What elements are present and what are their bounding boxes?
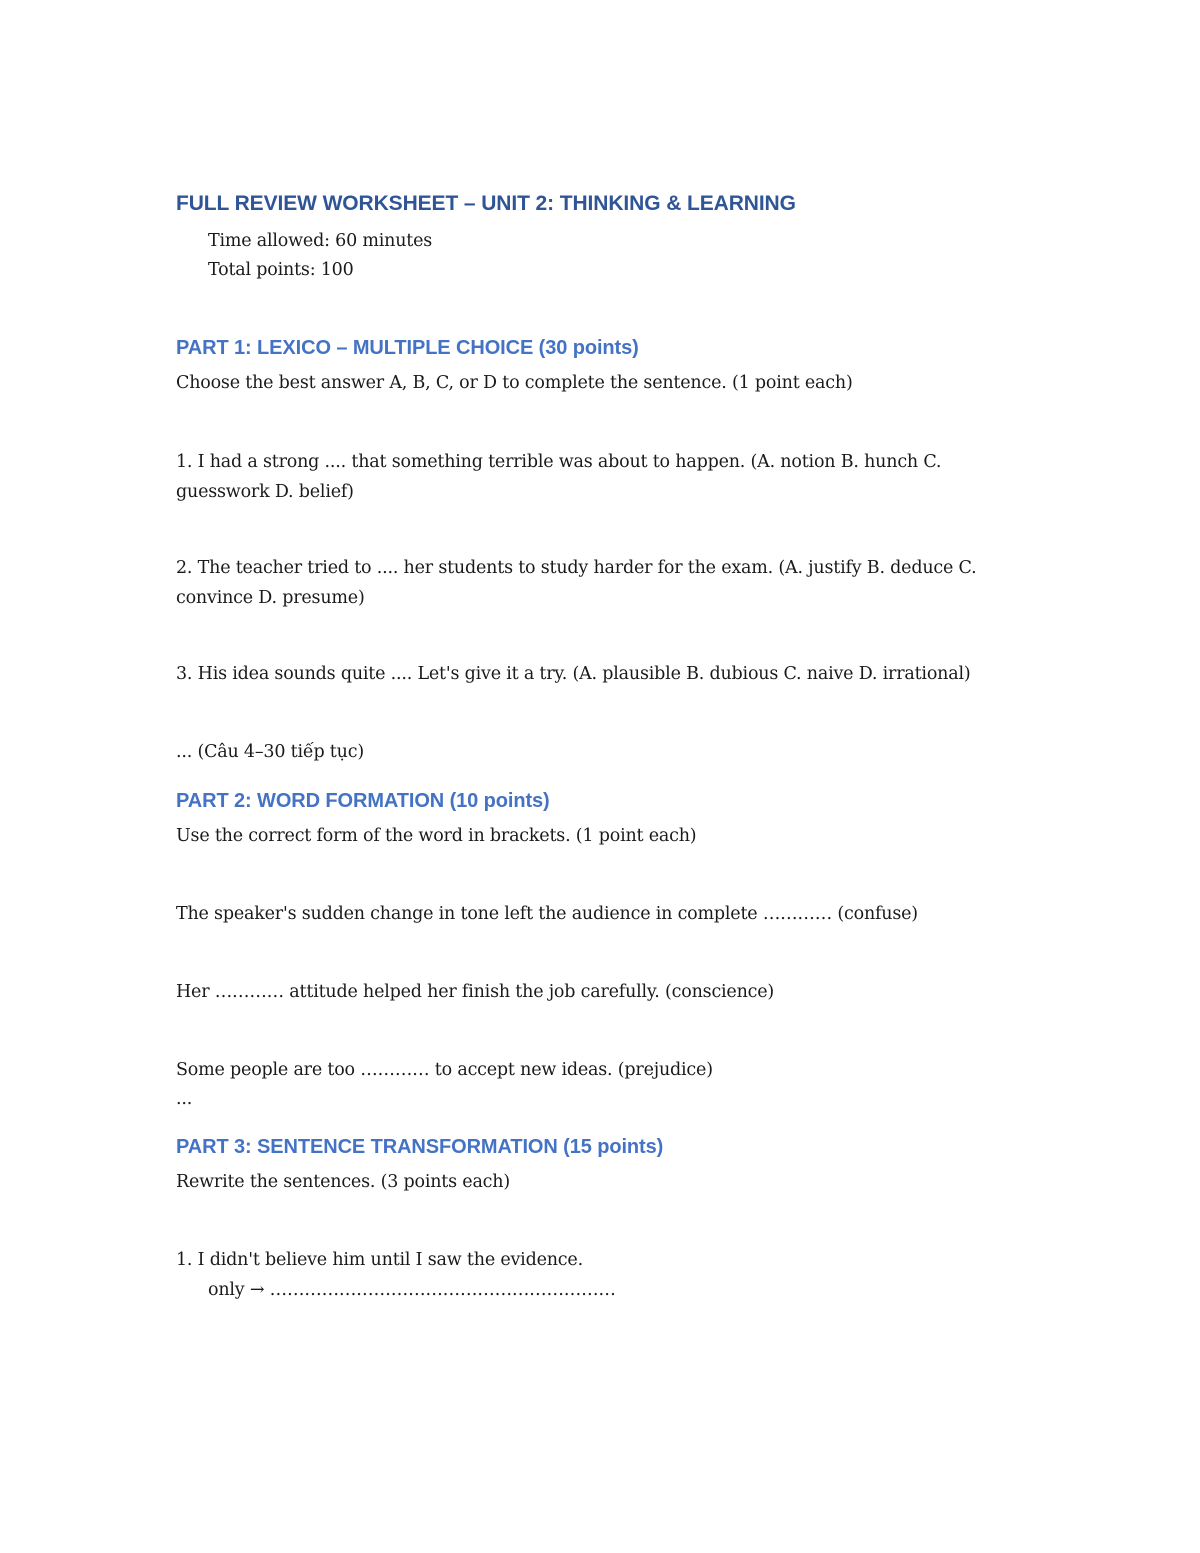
worksheet-title: FULL REVIEW WORKSHEET – UNIT 2: THINKING & LEARNING xyxy=(176,192,796,215)
part3-instruction: Rewrite the sentences. (3 points each) xyxy=(176,1172,510,1192)
part2-sentence-2: Her ………… attitude helped her finish the job carefully. (conscience) xyxy=(176,982,775,1002)
part1-question-3: 3. His idea sounds quite .... Let's give it a try. (A. plausible B. dubious C. naive D. irrational) xyxy=(176,664,971,684)
part1-question-1: 1. I had a strong .... that something terrible was about to happen. (A. notion B. hunch C. guesswork D. belief) xyxy=(176,452,942,502)
part3-heading: PART 3: SENTENCE TRANSFORMATION (15 points) xyxy=(176,1136,664,1158)
part2-instruction: Use the correct form of the word in brackets. (1 point each) xyxy=(176,826,697,846)
part1-instruction: Choose the best answer A, B, C, or D to complete the sentence. (1 point each) xyxy=(176,373,853,393)
part3-question-1-prompt: only → …………………………………………………… xyxy=(208,1280,616,1300)
part1-heading: PART 1: LEXICO – MULTIPLE CHOICE (30 points) xyxy=(176,337,639,359)
part2-ellipsis: ... xyxy=(176,1089,193,1109)
part2-heading: PART 2: WORD FORMATION (10 points) xyxy=(176,790,550,812)
time-allowed: Time allowed: 60 minutes xyxy=(208,231,433,251)
part1-question-2: 2. The teacher tried to .... her students to study harder for the exam. (A. justify B. deduce C. convince D. presume) xyxy=(176,558,977,608)
part2-sentence-3: Some people are too ………… to accept new ideas. (prejudice) xyxy=(176,1060,713,1080)
total-points: Total points: 100 xyxy=(208,260,354,280)
part3-question-1: 1. I didn't believe him until I saw the evidence. xyxy=(176,1250,583,1270)
part1-continued-note: ... (Câu 4–30 tiếp tục) xyxy=(176,742,364,762)
part2-sentence-1: The speaker's sudden change in tone left the audience in complete ………… (confuse) xyxy=(176,904,918,924)
